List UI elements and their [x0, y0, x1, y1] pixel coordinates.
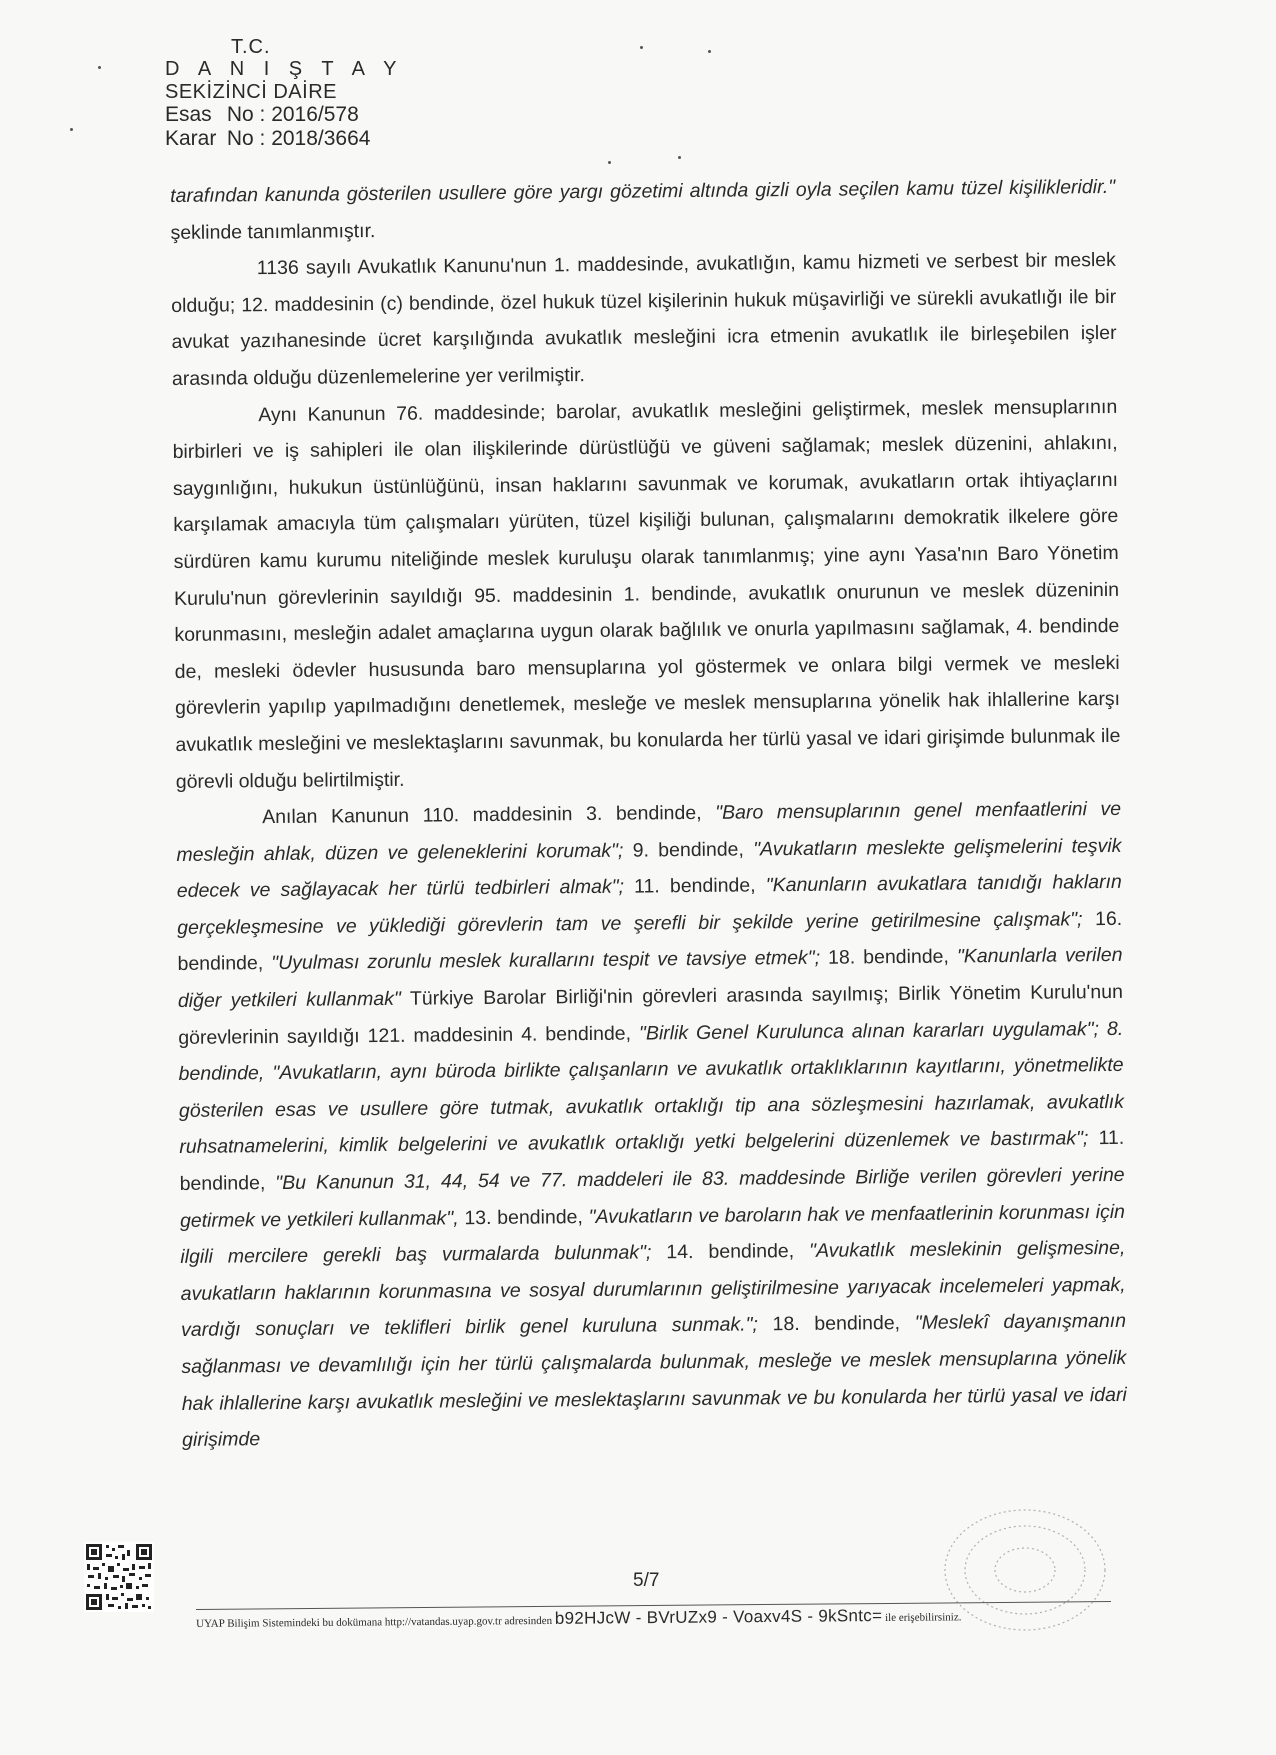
paragraph-1 [170, 169, 1116, 251]
paragraph-4 [176, 791, 1127, 1459]
quote-segment: "Avukatların meslekte gelişmelerini teşvik edecek ve sağlayacak her türlü tedbirleri almak"; [176, 834, 1122, 903]
footer-text: UYAP Bilişim Sistemindeki bu dokümana http://vatandas.uyap.gov.tr adresinden [196, 1614, 555, 1630]
scan-speck [608, 161, 611, 164]
verification-code: b92HJcW - BVrUZx9 - Voaxv4S - 9kSntc= [554, 1606, 883, 1628]
footer-suffix: ile erişebilirsiniz. [882, 1611, 962, 1625]
karar-label: Karar [165, 126, 217, 150]
quote-segment: "Avukatların ve baroların hak ve menfaatlerinin korunması için ilgili mercilere gerekli baş vurmalarda bulunmak"; [180, 1200, 1126, 1269]
esas-row [165, 103, 403, 127]
text-segment: 18. bendinde, [819, 945, 957, 970]
text-segment: 18. bendinde, [757, 1312, 915, 1336]
esas-value: No : 2016/578 [226, 103, 359, 127]
text-segment: Türkiye Barolar Birliği'nin görevleri arasında sayılmış; Birlik Yönetim Kurulu'nun görevlerinin sayıldığı 121. maddesinin 4. bendinde, [178, 980, 1123, 1049]
text-segment: 16. bendinde, [177, 907, 1123, 976]
page-number: 5/7 [633, 1570, 660, 1591]
paragraph-2: 1136 sayılı Avukatlık Kanunu'nun 1. maddesinde, avukatlığın, kamu hizmeti ve serbest bir meslek olduğu; 12. maddesinin (c) bendinde, özel hukuk tüzel kişilerinin hukuk müşavirliği ve sürekli avukatlığı ile bir avukat yazıhanesinde ücret karşılığında avukatlık mesleğini icra etmenin avukatlık ile birleşebilen işler arasında olduğu düzenlemelerine yer verilmiştir. [171, 249, 1117, 390]
text-segment: 11. bendinde, [179, 1127, 1125, 1195]
text-segment: 13. bendinde, [458, 1205, 589, 1229]
paragraph-3: Aynı Kanunun 76. maddesinde; barolar, avukatlık mesleğini geliştirmek, meslek mensuplarının birbirleri ve iş sahipleri ile olan ilişkilerinde dürüstlüğü ve güveni sağlamak; meslek düzenini, ahlakını, saygınlığını, hukukun üstünlüğünü, insan haklarını savunmak ve korumak, avukatların ortak ihtiyaçlarını karşılamak amacıyla tüm çalışmaları yürüten, tüzel kişiliği bulunan, çalışmalarını demokratik ilkelere göre sürdüren kamu kurumu niteliğinde meslek kuruluşu olarak tanımlanmış; yine aynı Yasa'nın Baro Yönetim Kurulu'nun görevlerinin sayıldığı 95. maddesinin 1. bendinde, avukatlık onurunun ve meslek düzeninin korunmasını, mesleğin adalet amaçlarına uygun olarak bağlılık ve onurla yapılmasını sağlamak, 4. bendinde de, mesleki ödevler hususunda baro mensuplarına yol göstermek ve onlara bilgi vermek ve mesleki görevlerin yapılıp yapılmadığını denetlemek, mesleğe ve meslek mensuplarına yönelik hak ihlallerine karşı avukatlık mesleğini ve meslektaşlarını savunmak, bu konularda her türlü yasal ve idari girişimde bulunmak ile görevli olduğu belirtilmiştir. [172, 395, 1121, 793]
text-segment: Anılan Kanunun 110. maddesinin 3. bendinde, [262, 801, 716, 829]
quote-segment: "Avukatlık meslekinin gelişmesine, avukatların haklarının korunmasına ve sosyal durumlarının geliştirilmesine yarıyacak incelemeleri yapmak, vardığı sonuçları ve teklifleri birlik genel kuruluna sunmak."; [180, 1237, 1126, 1342]
scan-speck [640, 46, 643, 49]
qr-code [84, 1542, 154, 1612]
document-body [170, 169, 1127, 1459]
quote-segment: "Uyulması zorunlu meslek kurallarını tespit ve tavsiye etmek"; [271, 947, 821, 975]
quote-segment: "Birlik Genel Kurulunca alınan kararları uygulamak"; 8. bendinde, "Avukatların, aynı büroda birlikte çalışanların ve avukatlık ortaklıklarının kayıtlarını, yönetmelikte gösterilen esas ve usullere göre tutmak, avukatlık ortaklığı tip ana sözleşmesini hazırlamak, avukatlık ruhsatnamelerini, kimlik belgelerini ve avukatlık ortaklığı yetki belgelerini düzenlemek ve bastırmak"; [178, 1017, 1125, 1159]
scan-speck [708, 50, 711, 53]
scan-speck [70, 128, 73, 131]
court-name: D A N I Ş T A Y [165, 58, 404, 81]
paragraph-1-quote: tarafından kanunda gösterilen usullere göre yargı gözetimi altında gizli oyla seçilen kamu tüzel kişilikleridir." [170, 175, 1116, 207]
quote-segment: "Meslekî dayanışmanın sağlanması ve devamlılığı için her türlü çalışmalarda bulunmak, mesleğe ve meslek mensuplarına yönelik hak ihlallerine karşı avukatlık mesleğini ve meslektaşlarını savunmak ve bu konularda her türlü yasal ve idari girişimde [181, 1310, 1127, 1452]
scan-speck [678, 156, 681, 159]
esas-label: Esas [165, 103, 212, 127]
document-header [165, 36, 403, 150]
quote-segment: "Kanunlarla verilen diğer yetkileri kullanmak" [177, 944, 1123, 1013]
tc-label: T.C. [231, 36, 271, 58]
paragraph-1-rest: şeklinde tanımlanmıştır. [170, 219, 376, 244]
quote-segment: "Kanunların avukatlara tanıdığı hakların gerçekleşmesine ve yüklediği görevlerin tam ve şerefli bir şekilde yerine getirilmesine çalışmak"; [177, 871, 1122, 939]
quote-segment: "Baro mensuplarının genel menfaatlerini ve mesleğin ahlak, düzen ve geleneklerini korumak"; [176, 797, 1122, 866]
quote-segment: "Bu Kanunun 31, 44, 54 ve 77. maddeleri ile 83. maddesinde Birliğe verilen görevleri yerine getirmek ve yetkileri kullanmak", [179, 1163, 1125, 1232]
karar-value: No : 2018/3664 [226, 126, 371, 150]
chamber-name: SEKİZİNCİ DAİRE [165, 80, 337, 103]
text-segment: 9. bendinde, [623, 838, 754, 862]
karar-row [165, 127, 403, 151]
text-segment: 14. bendinde, [651, 1240, 810, 1264]
text-segment: 11. bendinde, [623, 874, 766, 898]
scan-speck [98, 66, 101, 69]
